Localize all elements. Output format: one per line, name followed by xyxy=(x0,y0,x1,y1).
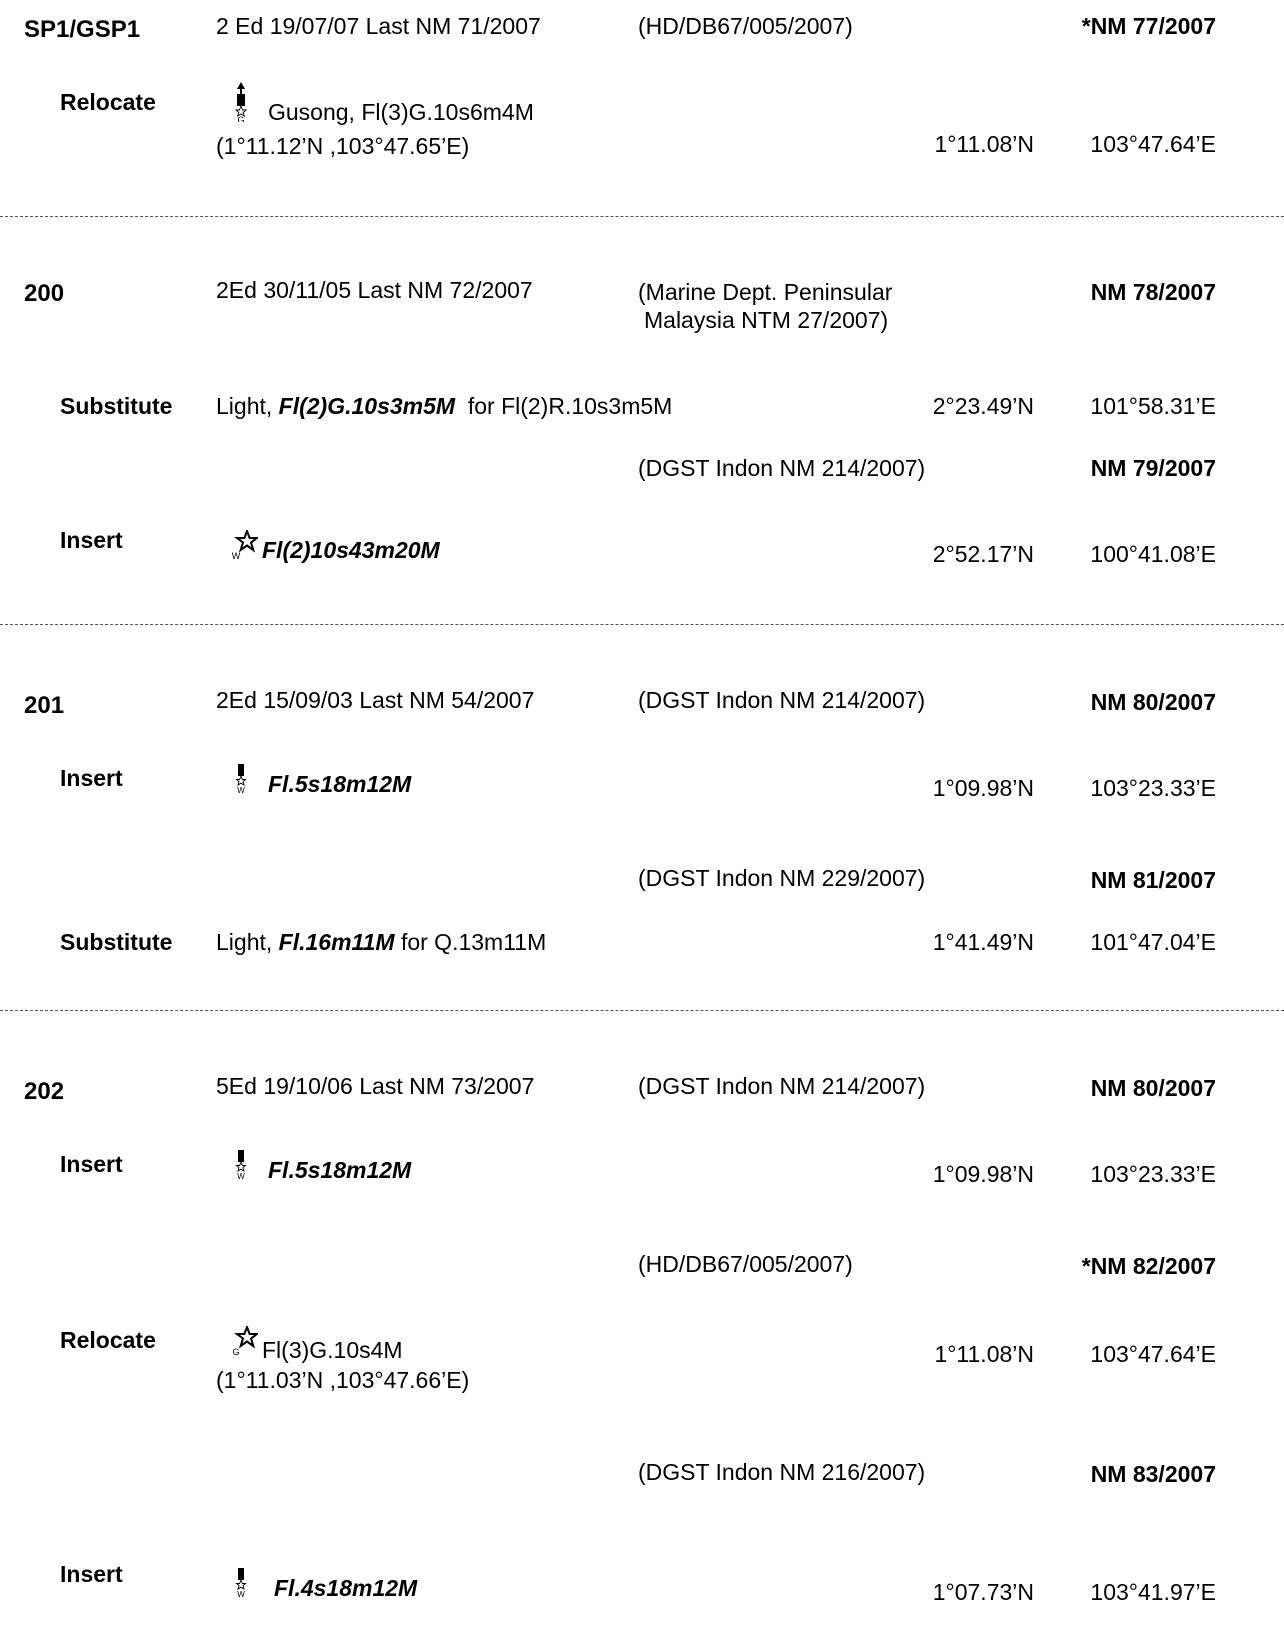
chart-edition: 2Ed 15/09/03 Last NM 54/2007 xyxy=(216,687,535,713)
notice-description: Fl(3)G.10s4M xyxy=(262,1337,403,1363)
latitude: 1°11.08’N xyxy=(934,1341,1034,1367)
svg-text:W: W xyxy=(232,551,241,561)
latitude: 2°23.49’N xyxy=(932,393,1034,419)
notice-number: NM 83/2007 xyxy=(1090,1461,1216,1487)
notice-description: Fl.4s18m12M xyxy=(274,1575,418,1601)
svg-text:G: G xyxy=(237,115,245,122)
action-label: Relocate xyxy=(60,89,156,115)
longitude: 101°58.31’E xyxy=(1090,393,1216,419)
notice-source: (DGST Indon NM 214/2007) xyxy=(638,687,926,713)
notice-number: NM 79/2007 xyxy=(1090,455,1216,481)
notice-number: *NM 77/2007 xyxy=(1081,13,1216,39)
notice-number: NM 80/2007 xyxy=(1090,689,1216,715)
notice-number: NM 78/2007 xyxy=(1090,279,1216,305)
notice-source: (DGST Indon NM 216/2007) xyxy=(638,1459,926,1485)
latitude: 1°11.08’N xyxy=(934,131,1034,157)
notice-source: (DGST Indon NM 229/2007) xyxy=(638,865,926,891)
longitude: 103°47.64’E xyxy=(1090,1341,1216,1367)
svg-text:W: W xyxy=(237,1590,245,1598)
section-divider xyxy=(0,216,1284,217)
action-label: Insert xyxy=(60,527,123,553)
longitude: 101°47.04’E xyxy=(1090,929,1216,955)
svg-text:W: W xyxy=(237,786,245,794)
chart-edition: 5Ed 19/10/06 Last NM 73/2007 xyxy=(216,1073,535,1099)
latitude: 1°09.98’N xyxy=(932,1161,1034,1187)
longitude: 100°41.08’E xyxy=(1090,541,1216,567)
notice-source: (DGST Indon NM 214/2007) xyxy=(638,455,926,481)
light-star-icon xyxy=(232,1326,258,1358)
chart-number: 200 xyxy=(24,280,65,307)
longitude: 103°23.33’E xyxy=(1090,1161,1216,1187)
svg-text:W: W xyxy=(237,1172,245,1180)
latitude: 2°52.17’N xyxy=(932,541,1034,567)
notice-number: *NM 82/2007 xyxy=(1081,1253,1216,1279)
notice-number: NM 80/2007 xyxy=(1090,1075,1216,1101)
notice-description-position: (1°11.12’N ,103°47.65’E) xyxy=(216,133,470,159)
notice-source: (HD/DB67/005/2007) xyxy=(638,13,853,39)
notice-source: (Marine Dept. Peninsular xyxy=(638,279,893,305)
action-label: Relocate xyxy=(60,1327,156,1353)
action-label: Substitute xyxy=(60,393,173,419)
action-label: Substitute xyxy=(60,929,173,955)
svg-text:G: G xyxy=(232,1347,240,1357)
longitude: 103°47.64’E xyxy=(1090,131,1216,157)
latitude: 1°09.98’N xyxy=(932,775,1034,801)
chart-edition: 2 Ed 19/07/07 Last NM 71/2007 xyxy=(216,13,541,39)
action-label: Insert xyxy=(60,1561,123,1587)
notice-source: (DGST Indon NM 214/2007) xyxy=(638,1073,926,1099)
light-star-icon xyxy=(232,530,258,562)
notice-description: Gusong, Fl(3)G.10s6m4M xyxy=(268,99,534,125)
chart-edition: 2Ed 30/11/05 Last NM 72/2007 xyxy=(216,277,533,303)
notice-description: Fl(2)10s43m20M xyxy=(262,537,440,563)
action-label: Insert xyxy=(60,765,123,791)
longitude: 103°41.97’E xyxy=(1090,1579,1216,1605)
notice-source-line2: Malaysia NTM 27/2007) xyxy=(644,307,889,333)
beacon-icon xyxy=(232,764,250,794)
latitude: 1°41.49’N xyxy=(932,929,1034,955)
notice-number: NM 81/2007 xyxy=(1090,867,1216,893)
beacon-icon xyxy=(230,82,252,122)
section-divider xyxy=(0,624,1284,625)
notice-description: Fl.5s18m12M xyxy=(268,1157,412,1183)
notice-description: Light, Fl(2)G.10s3m5M for Fl(2)R.10s3m5M xyxy=(216,393,673,419)
chart-number: SP1/GSP1 xyxy=(24,16,141,43)
notice-description: Fl.5s18m12M xyxy=(268,771,412,797)
chart-number: 201 xyxy=(24,692,65,719)
beacon-icon xyxy=(232,1150,250,1180)
longitude: 103°23.33’E xyxy=(1090,775,1216,801)
notice-source: (HD/DB67/005/2007) xyxy=(638,1251,853,1277)
notice-description-position: (1°11.03’N ,103°47.66’E) xyxy=(216,1367,470,1393)
beacon-icon xyxy=(232,1568,250,1598)
action-label: Insert xyxy=(60,1151,123,1177)
chart-number: 202 xyxy=(24,1078,65,1105)
section-divider xyxy=(0,1010,1284,1011)
latitude: 1°07.73’N xyxy=(932,1579,1034,1605)
notice-description: Light, Fl.16m11M for Q.13m11M xyxy=(216,929,547,955)
